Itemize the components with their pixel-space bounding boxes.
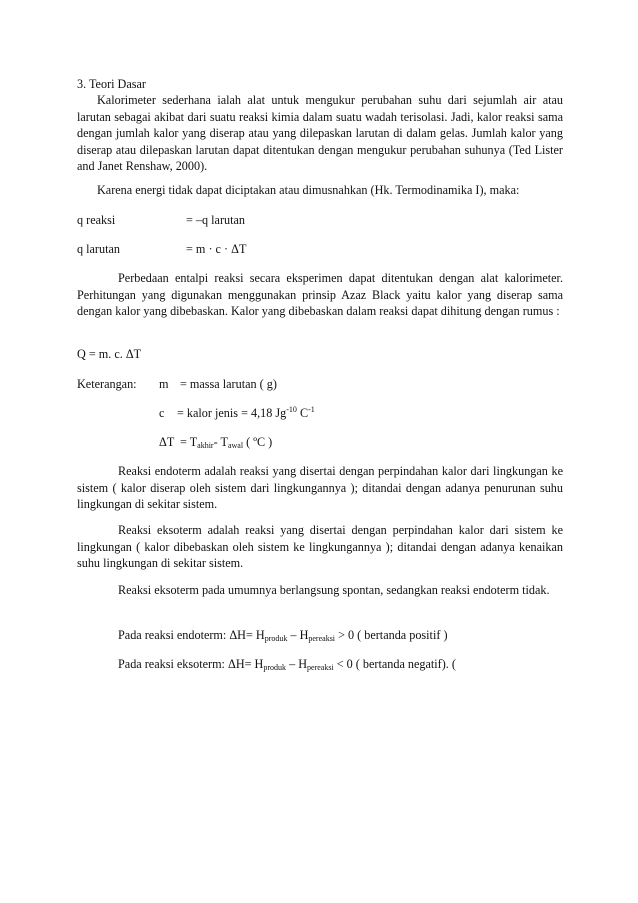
equation-q-reaksi-left: q reaksi xyxy=(77,213,116,227)
keterangan-label: Keterangan: xyxy=(77,377,137,391)
paragraph-energi: Karena energi tidak dapat diciptakan atau dimusnahkan (Hk. Termodinamika I), maka: xyxy=(97,183,520,197)
keterangan-c-symbol: c xyxy=(159,406,165,420)
paragraph-eksoterm: Reaksi eksoterm adalah reaksi yang disertai dengan perpindahan kalor dari sistem ke lingkungan ( kalor dibebaskan oleh sistem ke lingkungannya ); ditandai dengan adanya kenaikan suhu lingkungan di sekitar sistem. xyxy=(77,523,563,570)
formula-q: Q = m. c. ΔT xyxy=(77,347,142,361)
keterangan-m-desc: = massa larutan ( g) xyxy=(180,377,277,391)
keterangan-c-desc: = kalor jenis = 4,18 $Jg^{-10}$ $C^{-1}$ xyxy=(177,405,315,420)
equation-q-larutan xyxy=(77,241,247,258)
paragraph-spontan: Reaksi eksoterm pada umumnya berlangsung spontan, sedangkan reaksi endoterm tidak. xyxy=(118,583,550,597)
paragraph-entalpi: Perbedaan entalpi reaksi secara eksperimen dapat ditentukan dengan alat kalorimeter. Perhitungan yang digunakan menggunakan prinsip Azaz Black yaitu kalor yang diserap sama dengan kalor yang dibebaskan. Kalor yang dibebaskan dalam reaksi dapat dihitung dengan rumus : xyxy=(77,271,563,318)
paragraph-kalorimeter: Kalorimeter sederhana ialah alat untuk mengukur perubahan suhu dari sejumlah air atau larutan sebagai akibat dari suatu reaksi kimia dalam suatu wadah terisolasi. Jadi, kalor reaksi sama dengan jumlah kalor yang diserap atau yang dilepaskan larutan di dalam gelas. Jumlah kalor yang diserap atau dilepaskan larutan dapat ditentukan dengan mengukur perubahan suhunya (Ted Lister and Janet Renshaw, 2000). xyxy=(77,93,563,173)
equation-q-reaksi xyxy=(77,212,245,229)
equation-q-larutan-right: = m · c · ΔT xyxy=(186,242,247,256)
equation-q-reaksi-right: = –q larutan xyxy=(186,213,245,227)
section-title: 3. Teori Dasar xyxy=(77,77,146,91)
equation-endoterm: Pada reaksi endoterm: $\Delta H= H_{produk} - H_{pereaksi} > 0$ ( bertanda positif ) xyxy=(118,628,448,643)
equation-eksoterm: Pada reaksi eksoterm: $\Delta H= H_{produk} - H_{pereaksi} < 0$ ( bertanda negatif). ( xyxy=(118,657,456,672)
keterangan-m-symbol: m xyxy=(159,377,169,391)
paragraph-endoterm: Reaksi endoterm adalah reaksi yang disertai dengan perpindahan kalor dari lingkungan ke sistem ( kalor diserap oleh sistem dari lingkungannya ); ditandai dengan adanya penurunan suhu lingkungan di sekitar sistem. xyxy=(77,464,563,511)
equation-q-larutan-left: q larutan xyxy=(77,242,120,256)
keterangan-row-m xyxy=(77,376,277,393)
keterangan-dt-symbol: ΔT xyxy=(159,435,175,449)
keterangan-dt-desc: = $T_{akhir}-$ $T_{awal}$ ( ºC ) xyxy=(180,435,273,450)
